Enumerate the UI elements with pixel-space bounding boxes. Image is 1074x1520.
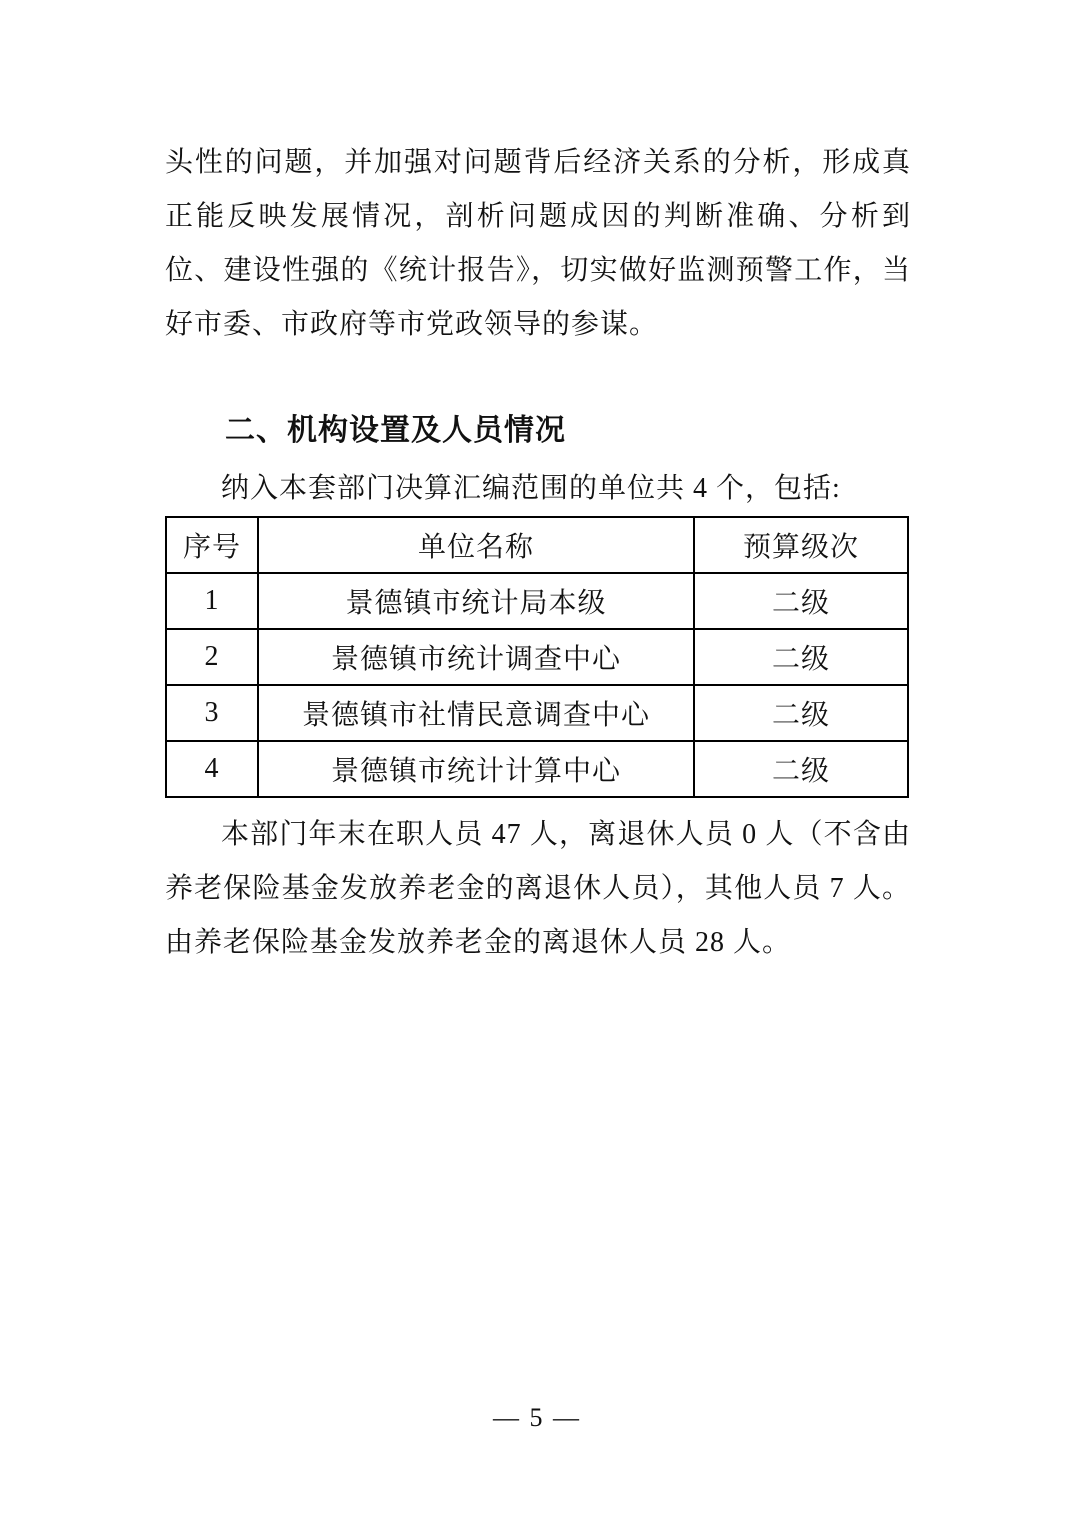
table-header-row bbox=[166, 517, 908, 573]
section-heading: 二、机构设置及人员情况 bbox=[225, 414, 566, 447]
page-content bbox=[165, 0, 911, 970]
cell-serial: 3 bbox=[166, 685, 258, 741]
cell-serial: 4 bbox=[166, 741, 258, 797]
cell-serial: 1 bbox=[166, 573, 258, 629]
table-row bbox=[166, 741, 908, 797]
cell-budget-level: 二级 bbox=[694, 573, 908, 629]
cell-budget-level: 二级 bbox=[694, 741, 908, 797]
staffing-paragraph: 本部门年末在职人员 47 人，离退休人员 0 人（不含由养老保险基金发放养老金的离退休人员），其他人员 7 人。由养老保险基金发放养老金的离退休人员 28 人。 bbox=[165, 819, 911, 958]
paragraph-continued: 头性的问题，并加强对问题背后经济关系的分析，形成真正能反映发展情况，剖析问题成因的判断准确、分析到位、建设性强的《统计报告》，切实做好监测预警工作，当好市委、市政府等市党政领导的参谋。 bbox=[165, 147, 911, 340]
cell-budget-level: 二级 bbox=[694, 685, 908, 741]
table-row bbox=[166, 685, 908, 741]
cell-unit-name: 景德镇市统计局本级 bbox=[258, 573, 694, 629]
table-row bbox=[166, 573, 908, 629]
page-number: — 5 — bbox=[493, 1403, 581, 1432]
cell-unit-name: 景德镇市社情民意调查中心 bbox=[258, 685, 694, 741]
units-table bbox=[165, 516, 909, 798]
header-cell-serial: 序号 bbox=[166, 517, 258, 573]
cell-budget-level: 二级 bbox=[694, 629, 908, 685]
cell-unit-name: 景德镇市统计计算中心 bbox=[258, 741, 694, 797]
cell-unit-name: 景德镇市统计调查中心 bbox=[258, 629, 694, 685]
cell-serial: 2 bbox=[166, 629, 258, 685]
intro-line: 纳入本套部门决算汇编范围的单位共 4 个，包括: bbox=[221, 473, 841, 504]
header-cell-budget-level: 预算级次 bbox=[694, 517, 908, 573]
header-cell-unit-name: 单位名称 bbox=[258, 517, 694, 573]
table-row bbox=[166, 629, 908, 685]
